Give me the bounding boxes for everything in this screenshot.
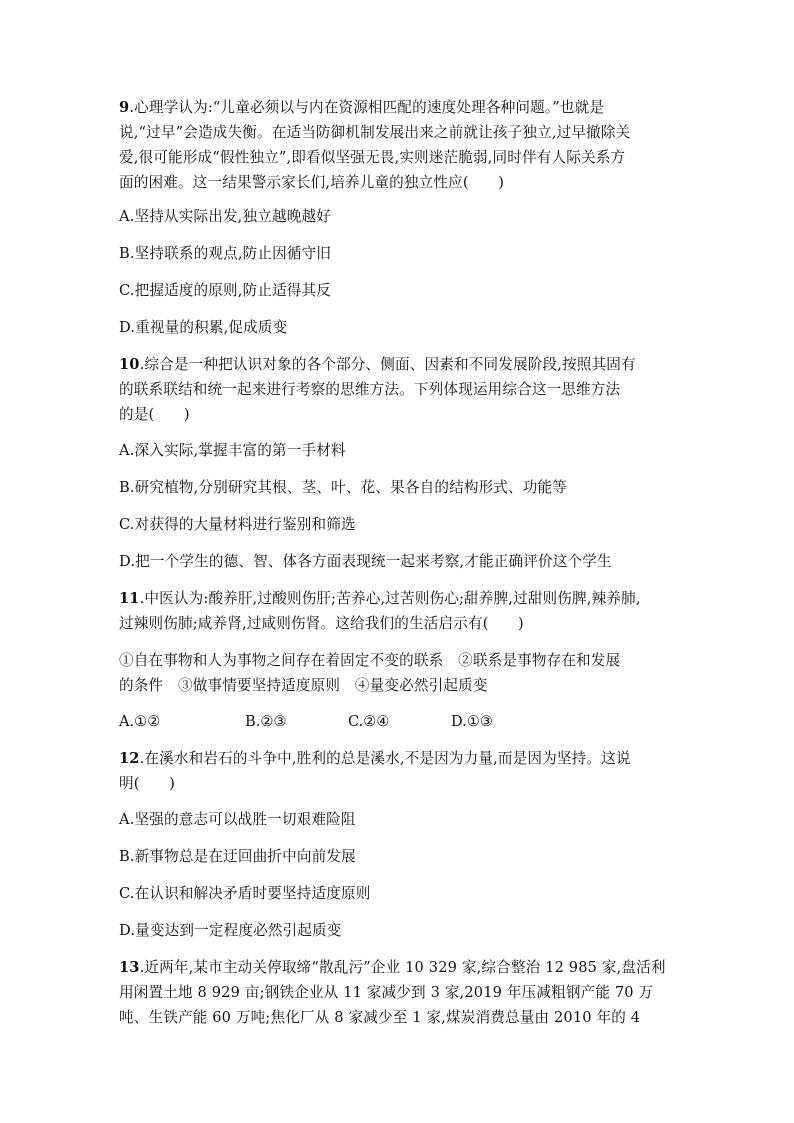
question-number: 12 — [119, 750, 140, 767]
option-c: C.把握适度的原则,防止适得其反 — [119, 282, 332, 299]
question-stem-line: 过辣则伤肺;咸养肾,过咸则伤肾。这给我们的生活启示有( ) — [119, 615, 524, 632]
option-d: D.重视量的积累,促成质变 — [119, 319, 288, 336]
option-a: A.坚持从实际出发,独立越晚越好 — [119, 208, 331, 225]
question-stem-line: 吨、生铁产能 60 万吨;焦化厂从 8 家减少至 1 家,煤炭消费总量由 2010 年的 4 — [119, 1009, 641, 1026]
question-number: 10 — [119, 356, 140, 373]
question-stem-line: 11.中医认为:酸养肝,过酸则伤肝;苦养心,过苦则伤心;甜养脾,过甜则伤脾,辣养肺, — [119, 590, 641, 607]
option-c: C.对获得的大量材料进行鉴别和筛选 — [119, 516, 356, 533]
option-b: B.研究植物,分别研究其根、茎、叶、花、果各自的结构形式、功能等 — [119, 479, 568, 496]
question-number: 11 — [119, 590, 140, 607]
question-stem-line: 面的困难。这一结果警示家长们,培养儿童的独立性应( ) — [119, 174, 505, 191]
question-stem-line: 爱,很可能形成“假性独立”,即看似坚强无畏,实则迷茫脆弱,同时伴有人际关系方 — [119, 149, 626, 166]
option-b: B.②③ — [245, 713, 287, 730]
option-d: D.量变达到一定程度必然引起质变 — [119, 922, 342, 939]
question-number: 9 — [119, 99, 130, 116]
question-stem-line: 9.心理学认为:“儿童必须以与内在资源相匹配的速度处理各种问题。”也就是 — [119, 99, 605, 116]
inline-options — [119, 709, 679, 734]
statement-line: 的条件 ③做事情要坚持适度原则 ④量变必然引起质变 — [119, 677, 488, 694]
question-number: 13 — [119, 959, 140, 976]
option-b: B.新事物总是在迂回曲折中向前发展 — [119, 848, 356, 865]
option-d: D.①③ — [451, 713, 493, 730]
question-stem-line: 的是( ) — [119, 406, 190, 423]
statement-line: ①自在事物和人为事物之间存在着固定不变的联系 ②联系是事物存在和发展 — [119, 652, 621, 669]
question-stem-line: 说,“过早”会造成失衡。在适当防御机制发展出来之前就让孩子独立,过早撤除关 — [119, 124, 631, 141]
question-11 — [119, 586, 679, 636]
question-12 — [119, 746, 679, 796]
question-13 — [119, 955, 679, 1030]
option-c: C.②④ — [348, 713, 390, 730]
option-a: A.①② — [119, 713, 161, 730]
option-a: A.坚强的意志可以战胜一切艰难险阻 — [119, 811, 356, 828]
question-10 — [119, 352, 679, 427]
option-a: A.深入实际,掌握丰富的第一手材料 — [119, 442, 346, 459]
question-stem-line: 12.在溪水和岩石的斗争中,胜利的总是溪水,不是因为力量,而是因为坚持。这说 — [119, 750, 631, 767]
option-d: D.把一个学生的德、智、体各方面表现统一起来考察,才能正确评价这个学生 — [119, 553, 612, 570]
option-b: B.坚持联系的观点,防止因循守旧 — [119, 245, 332, 262]
question-stem-line: 明( ) — [119, 775, 175, 792]
statements-list — [119, 648, 679, 698]
question-stem-line: 13.近两年,某市主动关停取缔“散乱污”企业 10 329 家,综合整治 12 985 家,盘活利 — [119, 959, 666, 976]
question-stem-line: 用闲置土地 8 929 亩;钢铁企业从 11 家减少到 3 家,2019 年压减粗钢产能 70 万 — [119, 984, 654, 1001]
question-stem-line: 的联系联结和统一起来进行考察的思维方法。下列体现运用综合这一思维方法 — [119, 381, 621, 398]
question-stem-line: 10.综合是一种把认识对象的各个部分、侧面、因素和不同发展阶段,按照其固有 — [119, 356, 636, 373]
option-c: C.在认识和解决矛盾时要坚持适度原则 — [119, 885, 371, 902]
question-9 — [119, 95, 679, 195]
